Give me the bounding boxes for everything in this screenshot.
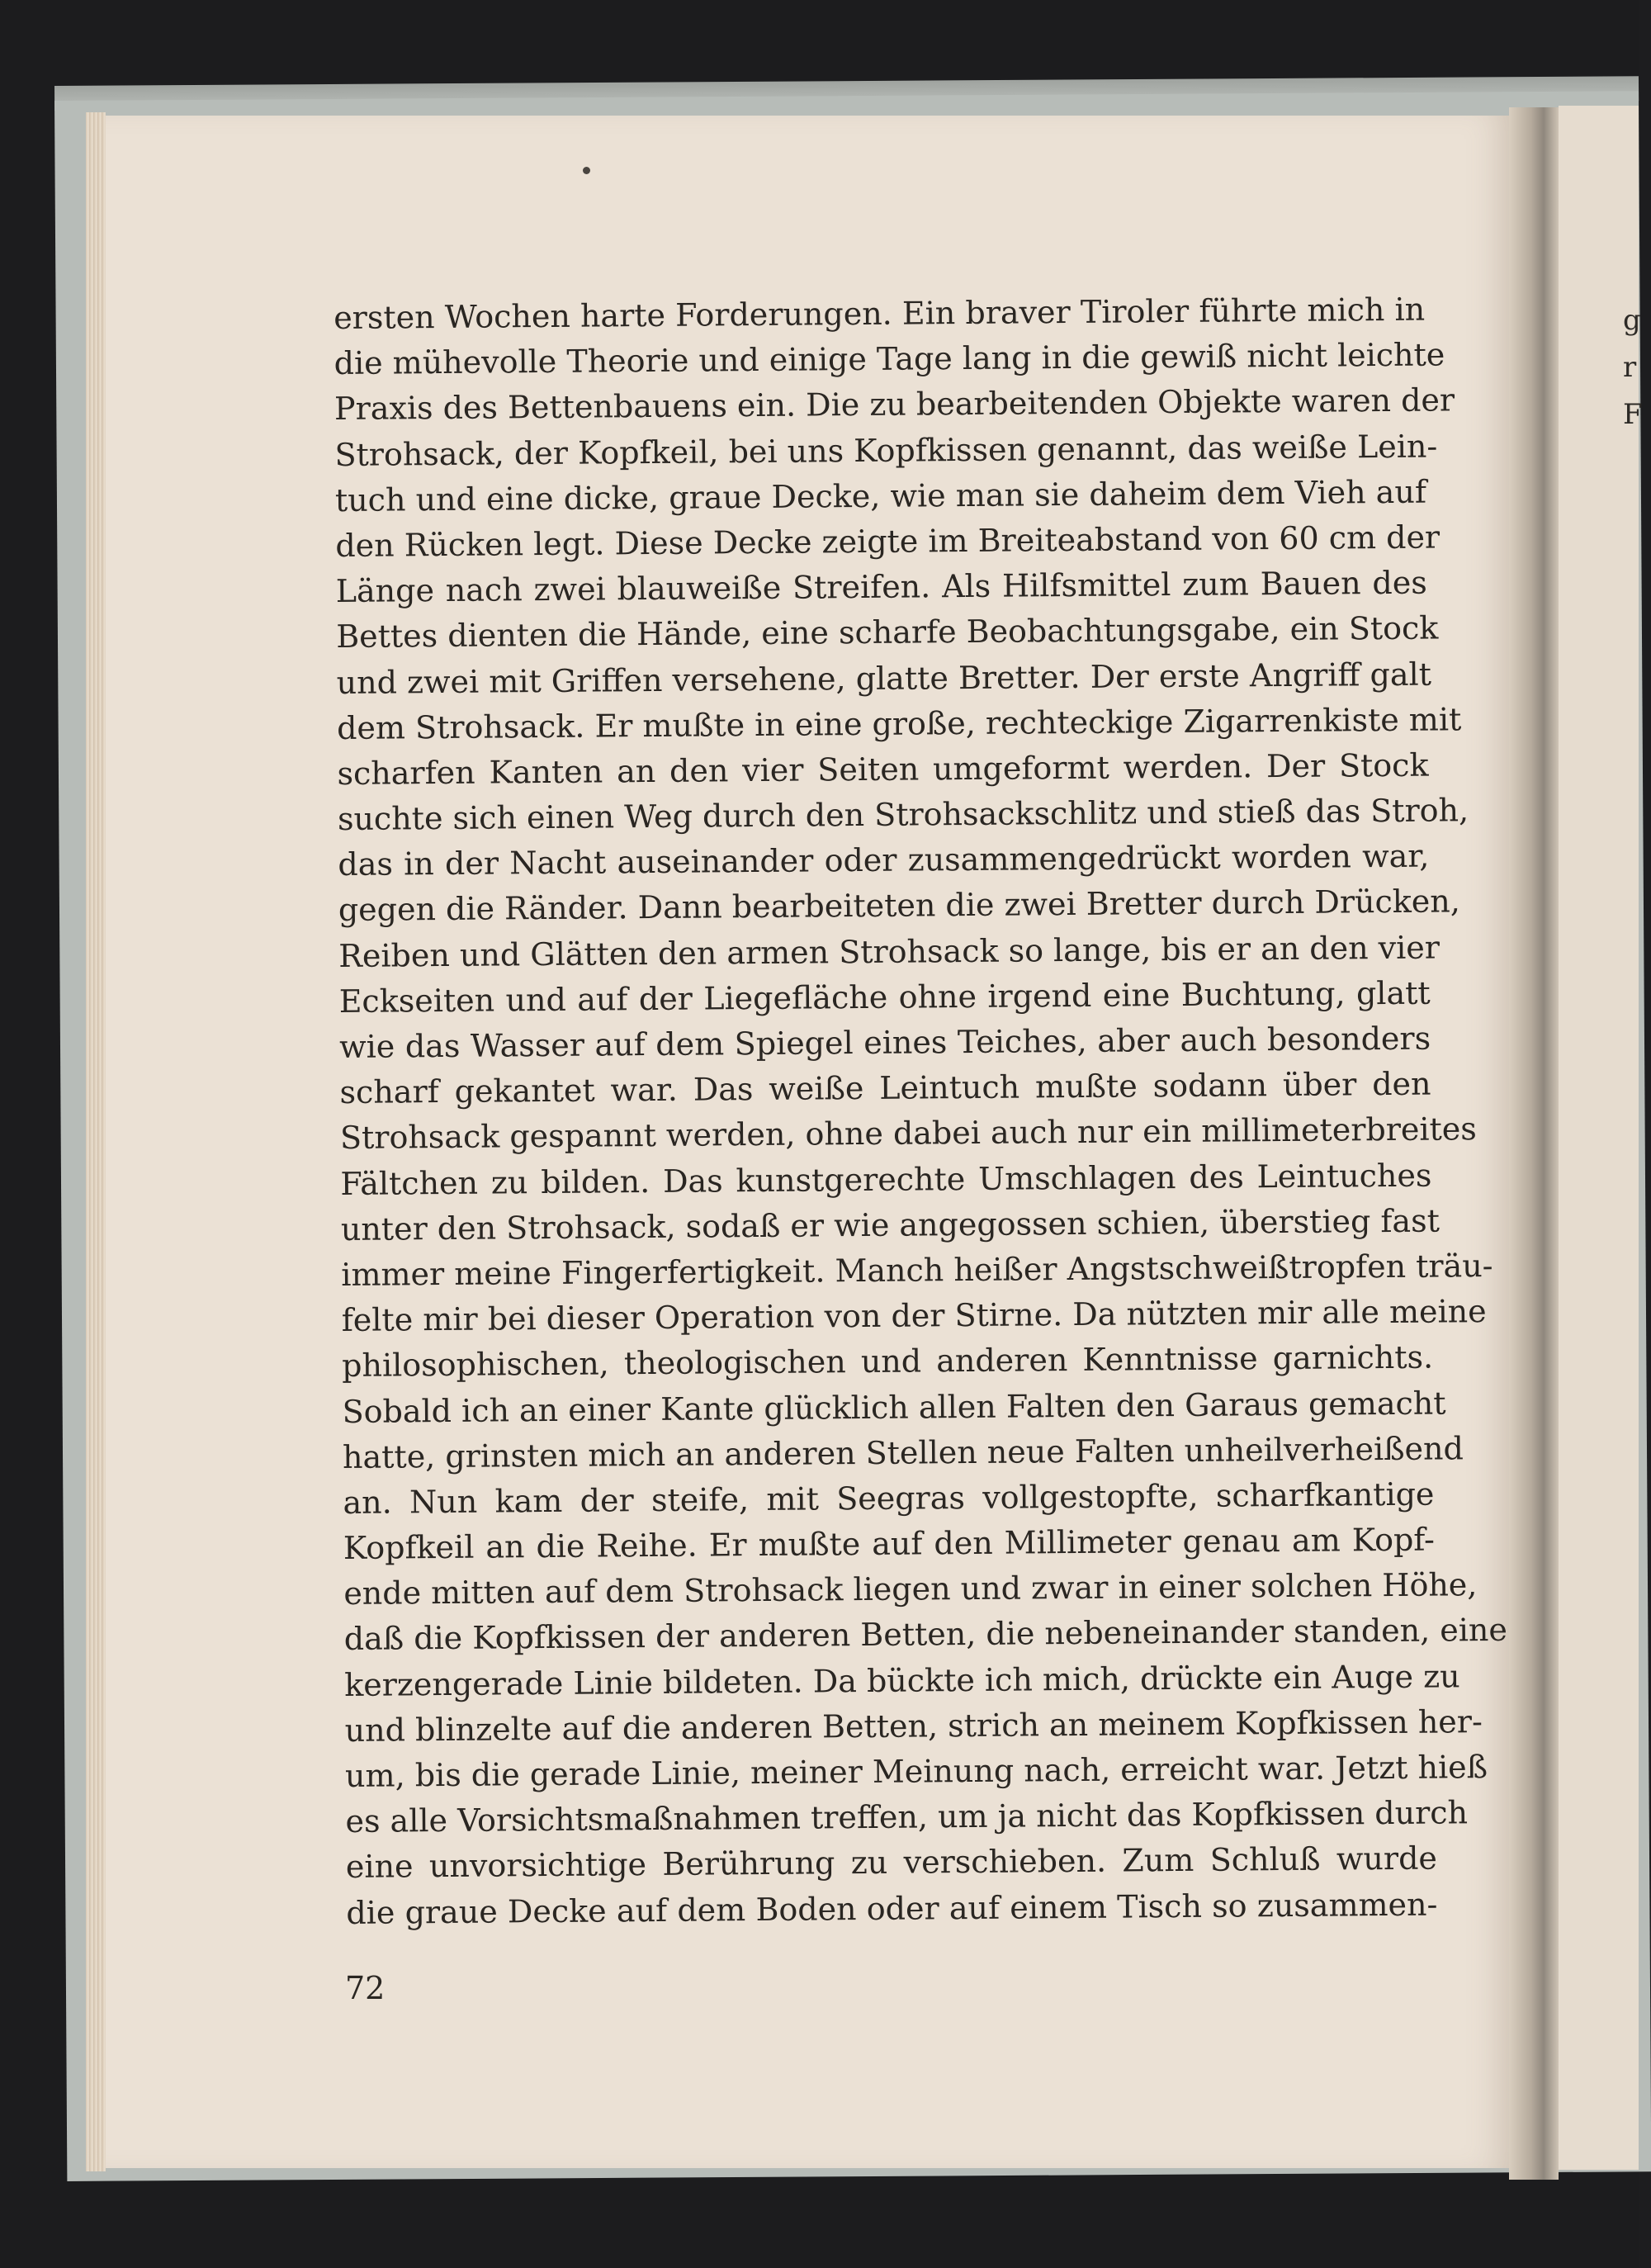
page-edges — [86, 112, 106, 2171]
text-line: es alle Vorsichtsmaßnahmen treffen, um ja nicht das Kopfkissen durch — [345, 1794, 1469, 1840]
text-line: suchte sich einen Weg durch den Strohsackschlitz und stieß das Stroh, — [337, 792, 1469, 838]
body-text — [334, 287, 1508, 1936]
text-line: unter den Strohsack, sodaß er wie angegossen schien, überstieg fast — [340, 1202, 1440, 1248]
text-line: scharf gekantet war. Das weiße Leintuch mußte sodann über den — [339, 1065, 1431, 1111]
text-line: gegen die Ränder. Dann bearbeiteten die zwei Bretter durch Drücken, — [338, 883, 1461, 929]
text-line: wie das Wasser auf dem Spiegel eines Teiches, aber auch besonders — [338, 1020, 1431, 1065]
text-line: ende mitten auf dem Strohsack liegen und zwar in einer solchen Höhe, — [343, 1566, 1478, 1612]
text-line: Reiben und Glätten den armen Strohsack so lange, bis er an den vier — [338, 929, 1440, 974]
text-line: Kopfkeil an die Reihe. Er mußte auf den Millimeter genau am Kopf- — [343, 1521, 1436, 1567]
text-line: das in der Nacht auseinander oder zusammengedrückt worden war, — [338, 837, 1430, 883]
text-line: eine unvorsichtige Berührung zu verschieben. Zum Schluß wurde — [345, 1839, 1438, 1886]
text-line: ersten Wochen harte Forderungen. Ein braver Tiroler führte mich in — [334, 291, 1426, 336]
facing-fragment: r — [1623, 351, 1637, 384]
text-line: immer meine Fingerfertigkeit. Manch heißer Angstschweißtropfen träu- — [341, 1247, 1493, 1293]
text-line: den Rücken legt. Diese Decke zeigte im Breiteabstand von 60 cm der — [335, 518, 1440, 564]
text-line: um, bis die gerade Linie, meiner Meinung nach, erreicht war. Jetzt hieß — [344, 1749, 1488, 1794]
text-line: Fältchen zu bilden. Das kunstgerechte Umschlagen des Leintuches — [340, 1157, 1432, 1202]
text-line: felte mir bei dieser Operation von der Stirne. Da nützten mir alle meine — [341, 1293, 1487, 1339]
text-line: die graue Decke auf dem Boden oder auf einem Tisch so zusammen- — [346, 1886, 1438, 1931]
text-line: an. Nun kam der steife, mit Seegras vollgestopfte, scharfkantige — [343, 1475, 1435, 1521]
text-line: Eckseiten und auf der Liegefläche ohne irgend eine Buchtung, glatt — [338, 974, 1431, 1020]
text-line: Länge nach zwei blauweiße Streifen. Als Hilfsmittel zum Bauen des — [335, 564, 1427, 610]
text-line: die mühevolle Theorie und einige Tage lang in die gewiß nicht leichte — [334, 336, 1445, 382]
text-line: philosophischen, theologischen und anderen Kenntnisse garnichts. — [342, 1338, 1434, 1385]
text-line: Sobald ich an einer Kante glücklich allen Falten den Garaus gemacht — [342, 1384, 1446, 1430]
text-line: scharfen Kanten an den vier Seiten umgeformt werden. Der Stock — [337, 746, 1429, 792]
text-line: und blinzelte auf die anderen Betten, strich an meinem Kopfkissen her- — [344, 1702, 1483, 1749]
text-line: kerzengerade Linie bildeten. Da bückte ich mich, drückte ein Auge zu — [344, 1657, 1460, 1703]
text-line: Strohsack gespannt werden, ohne dabei auch nur ein millimeterbreites — [339, 1110, 1477, 1157]
text-line: daß die Kopfkissen der anderen Betten, die nebeneinander standen, eine — [343, 1612, 1508, 1658]
text-line: Praxis des Bettenbauens ein. Die zu bearbeitenden Objekte waren der — [334, 381, 1455, 428]
printer-mark — [583, 167, 590, 174]
page-number: 72 — [345, 1970, 386, 2006]
text-line: tuch und eine dicke, graue Decke, wie man sie daheim dem Vieh auf — [334, 473, 1427, 518]
text-line: hatte, grinsten mich an anderen Stellen neue Falten unheilverheißend — [342, 1429, 1464, 1475]
facing-fragment: F — [1623, 398, 1643, 431]
facing-fragment: g — [1623, 304, 1641, 337]
text-line: Strohsack, der Kopfkeil, bei uns Kopfkissen genannt, das weiße Lein- — [334, 428, 1438, 473]
facing-page-fragments — [1623, 297, 1643, 438]
text-line: dem Strohsack. Er mußte in eine große, rechteckige Zigarrenkiste mit — [336, 700, 1462, 746]
text-line: und zwei mit Griffen versehene, glatte Bretter. Der erste Angriff galt — [336, 656, 1432, 701]
text-line: Bettes dienten die Hände, eine scharfe Beobachtungsgabe, ein Stock — [336, 609, 1439, 656]
book-gutter — [1509, 107, 1559, 2180]
